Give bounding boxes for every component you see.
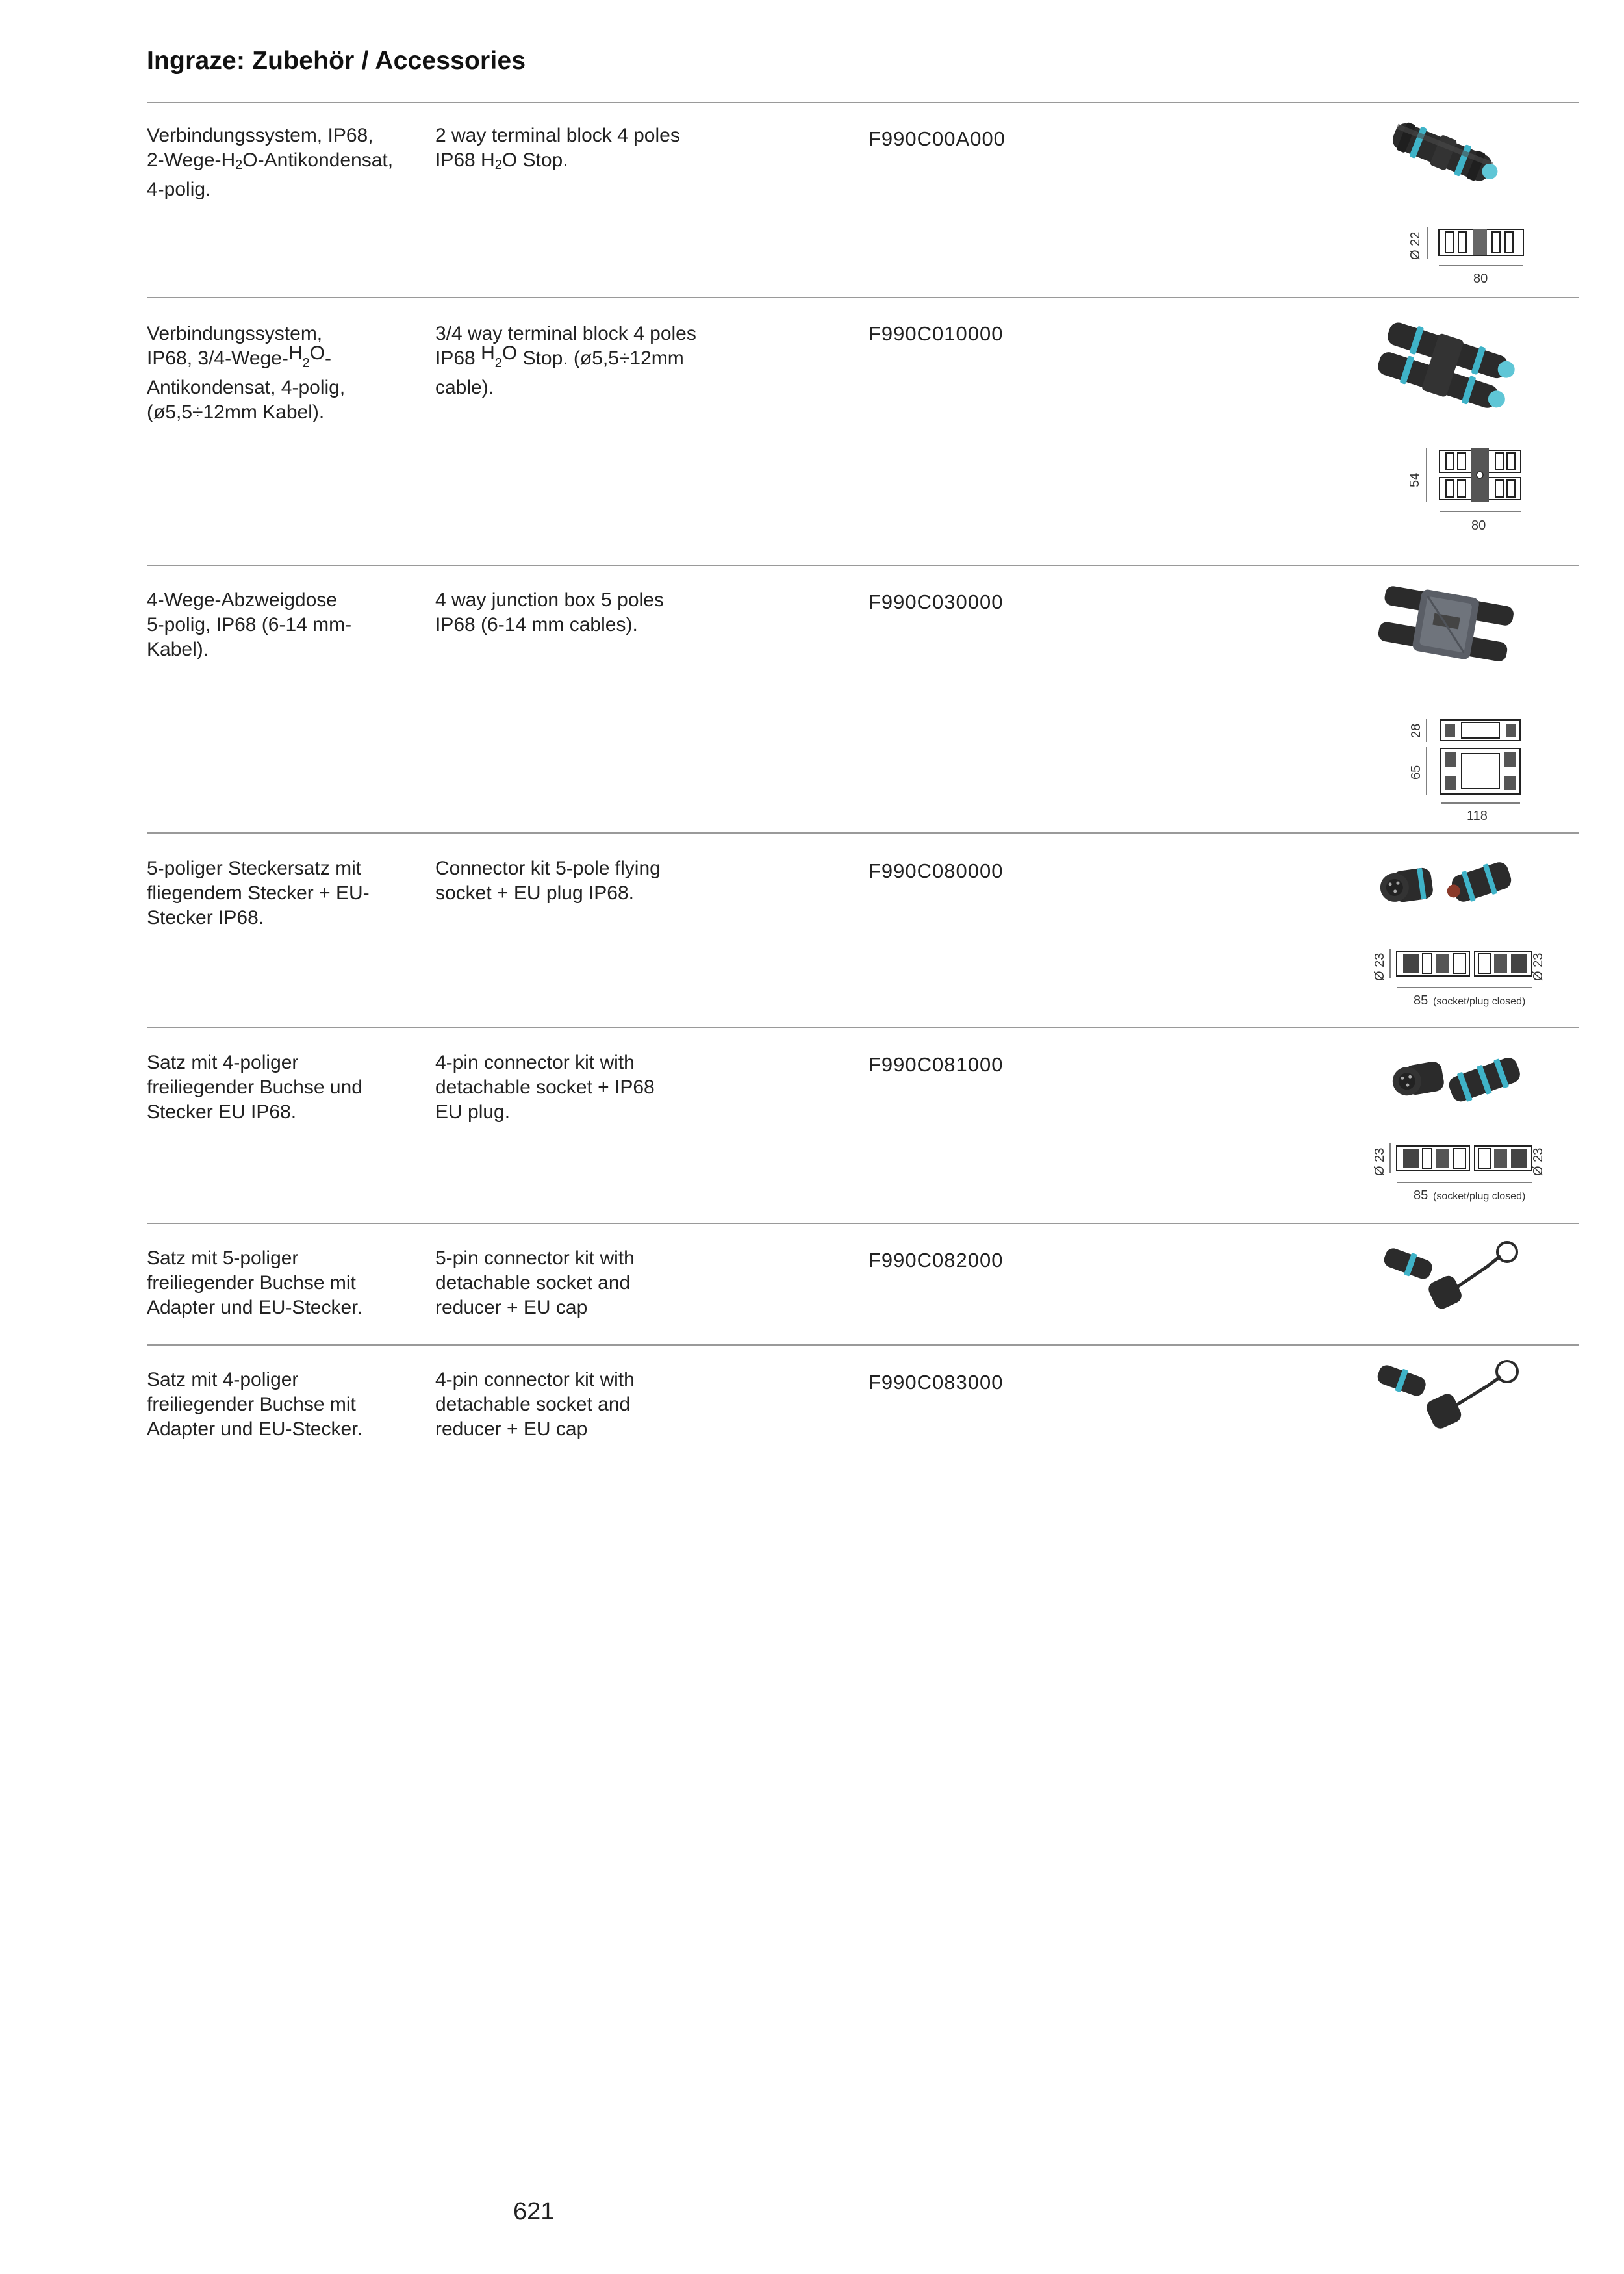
row5-description-en: 4-pin connector kit with detachable socket + IP68 EU plug.	[435, 1052, 655, 1123]
dimension-drawing-row3	[1397, 715, 1533, 825]
dimension-drawing-row5	[1371, 1137, 1545, 1208]
row2-description-de: Verbindungssystem, IP68, $3/4-Wege-H_2O-$ Antikondensat, 4-polig, (ø5,5÷12mm Kabel).	[147, 323, 346, 423]
page-title: Ingraze: Zubehör / Accessories	[147, 47, 526, 75]
dim-length-label: 80	[1473, 272, 1488, 286]
row-divider	[147, 1223, 1579, 1224]
dim-diameter-left-label: Ø 23	[1373, 1147, 1387, 1176]
row7-article-code: F990C083000	[869, 1371, 1004, 1394]
row4-description-de: 5-poliger Steckersatz mit fliegendem Stecker + EU- Stecker IP68.	[147, 858, 370, 928]
dim-height-label: 54	[1408, 472, 1422, 487]
page-number: 621	[513, 2198, 555, 2225]
row7-description-en: 4-pin connector kit with detachable socket and reducer + EU cap	[435, 1369, 635, 1440]
dim-length-note: (socket/plug closed)	[1433, 996, 1526, 1007]
row1-description-en: 2 way terminal block 4 poles IP68 $H_2O$ Stop.	[435, 125, 680, 172]
row4-article-code: F990C080000	[869, 860, 1004, 882]
dim-length-note: (socket/plug closed)	[1433, 1191, 1526, 1202]
row-divider	[147, 102, 1579, 103]
dim-length-label: 118	[1467, 809, 1488, 823]
row3-description-de: 4-Wege-Abzweigdose 5-polig, IP68 (6-14 mm- Kabel).	[147, 589, 352, 660]
dim-diameter-right-label: Ø 23	[1531, 952, 1545, 981]
product-photo-connector-cap-kit	[1367, 1355, 1530, 1439]
row-divider	[147, 1027, 1579, 1028]
row3-article-code: F990C030000	[869, 591, 1004, 613]
dim-depth-label: 65	[1409, 765, 1423, 780]
row2-description-en: 3/4 way terminal block 4 poles IP68 $H_2O$ Stop. (ø5,5÷12mm cable).	[435, 323, 696, 398]
dimension-drawing-row2	[1397, 445, 1533, 543]
dim-height-small-label: 28	[1409, 723, 1423, 738]
row7-description-de: Satz mit 4-poliger freiliegender Buchse mit Adapter und EU-Stecker.	[147, 1369, 362, 1440]
row1-description-de: Verbindungssystem, IP68, $2-Wege-H_2O$-Antikondensat, 4-polig.	[147, 125, 394, 200]
dim-length-label: 85	[1414, 1188, 1428, 1203]
dimension-drawing-row4	[1371, 942, 1545, 1014]
row2-article-code: F990C010000	[869, 322, 1004, 345]
row3-description-en: 4 way junction box 5 poles IP68 (6-14 mm cables).	[435, 589, 664, 635]
product-photo-terminal-block-3-4way	[1367, 318, 1517, 416]
dim-length-label: 85	[1414, 993, 1428, 1008]
row-divider	[147, 1344, 1579, 1346]
row6-description-de: Satz mit 5-poliger freiliegender Buchse mit Adapter und EU-Stecker.	[147, 1247, 362, 1318]
row-divider	[147, 297, 1579, 298]
dim-length-label: 80	[1471, 518, 1486, 533]
row-divider	[147, 565, 1579, 566]
dim-diameter-left-label: Ø 23	[1373, 952, 1387, 981]
row5-article-code: F990C081000	[869, 1053, 1004, 1076]
row-divider	[147, 832, 1579, 834]
row5-description-de: Satz mit 4-poliger freiliegender Buchse und Stecker EU IP68.	[147, 1052, 362, 1123]
row6-article-code: F990C082000	[869, 1249, 1004, 1271]
product-photo-connector-cap-kit	[1374, 1238, 1530, 1322]
product-photo-terminal-block-2way	[1377, 114, 1507, 188]
dim-diameter-label: Ø 22	[1408, 231, 1423, 260]
dim-diameter-right-label: Ø 23	[1531, 1147, 1545, 1176]
product-photo-junction-box	[1371, 581, 1520, 672]
product-photo-connector-kit	[1384, 1043, 1527, 1114]
row6-description-en: 5-pin connector kit with detachable socket and reducer + EU cap	[435, 1247, 635, 1318]
dimension-drawing-row1	[1400, 218, 1530, 289]
product-photo-connector-kit	[1374, 851, 1523, 916]
row4-description-en: Connector kit 5-pole flying socket + EU plug IP68.	[435, 858, 661, 904]
row1-article-code: F990C00A000	[869, 127, 1006, 150]
